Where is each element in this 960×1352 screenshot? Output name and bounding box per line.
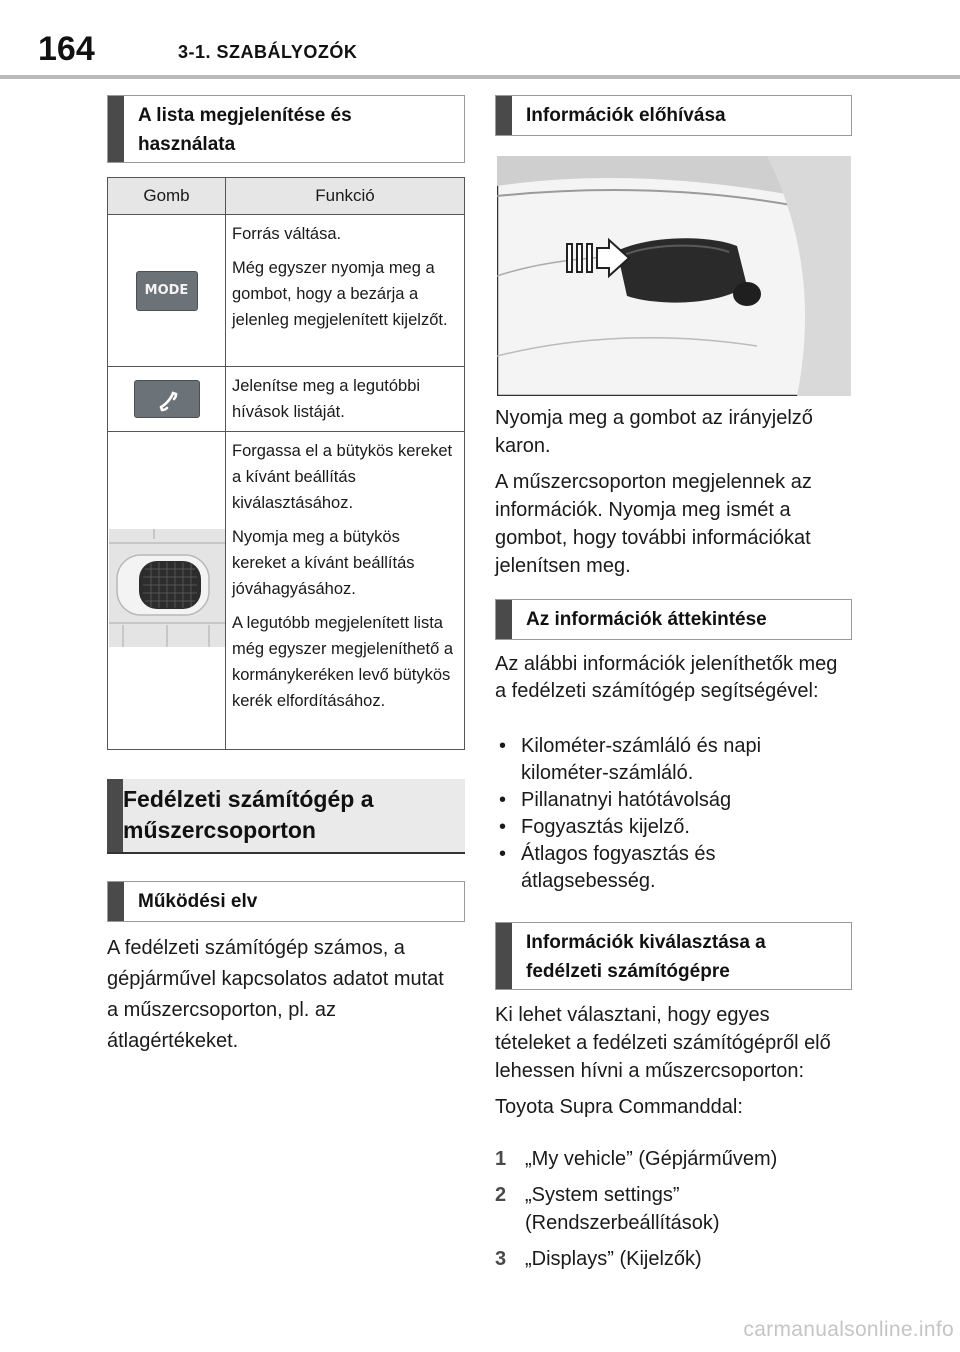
recall-text-2: A műszercsoporton megjelennek az információk. Nyomja meg ismét a gombot, hogy további információkat jelenítsen meg. (495, 471, 812, 577)
watermark: carmanualsonline.info (743, 1318, 954, 1341)
section-onboard-computer (107, 779, 465, 854)
section-title: Információk kiválasztása a fedélzeti számítógépre (526, 932, 766, 982)
recall-text-1: Nyomja meg a gombot az irányjelző karon. (495, 407, 813, 457)
page-number: 164 (38, 30, 95, 68)
phone-handset-icon (135, 381, 201, 419)
section-bar (108, 96, 124, 162)
step-item (495, 1145, 847, 1173)
section-title: Fedélzeti számítógép a műszercsoporton (123, 786, 374, 843)
step-text: „Displays” (Kijelzők) (525, 1248, 702, 1270)
section-info-select (495, 922, 852, 990)
function-text: Jelenítse meg a legutóbbi hívások listáját. (232, 377, 421, 421)
function-cell (226, 215, 465, 367)
key-image-cell (108, 432, 226, 750)
section-bar (496, 923, 512, 989)
step-number: 2 (495, 1184, 507, 1206)
steps-list (495, 1145, 847, 1281)
list-item: • Kilométer-számláló és napi kilométer-számláló. (495, 733, 847, 787)
section-info-recall (495, 95, 852, 136)
section-bar (496, 96, 512, 135)
list-item: • Átlagos fogyasztás és átlagsebesség. (495, 841, 847, 895)
principle-text: A fedélzeti számítógép számos, a gépjárművel kapcsolatos adatot mutat a műszercsoporton, pl. az átlagértékeket. (107, 937, 444, 1052)
function-text: Még egyszer nyomja meg a gombot, hogy a bezárja a jelenleg megjelenített kijelzőt. (232, 259, 448, 329)
overview-intro-text: Az alábbi információk jeleníthetők meg a fedélzeti számítógép segítségével: (495, 653, 838, 702)
list-item: • Fogyasztás kijelző. (495, 814, 847, 841)
function-text: Nyomja meg a bütykös kereket a kívánt beállítás jóváhagyásához. (232, 528, 415, 598)
table-row (108, 367, 465, 432)
list-item: • Pillanatnyi hatótávolság (495, 787, 847, 814)
mode-key-icon: MODE (136, 271, 198, 311)
section-list-usage (107, 95, 465, 163)
overview-list (495, 733, 847, 895)
principle-paragraph (107, 933, 457, 1065)
header-rule (0, 75, 960, 79)
chapter-title: 3-1. SZABÁLYOZÓK (178, 42, 358, 62)
overview-intro (495, 651, 847, 705)
key-image-cell (108, 367, 226, 432)
section-title: Működési elv (138, 891, 258, 912)
table-header-row (108, 178, 465, 215)
controller-knob-icon (109, 529, 225, 647)
function-cell (226, 367, 465, 432)
col-header-function: Funkció (226, 178, 465, 215)
step-text: „My vehicle” (Gépjárművem) (525, 1148, 778, 1170)
key-image-cell (108, 215, 226, 367)
phone-key-icon (134, 380, 200, 418)
section-title: Az információk áttekintése (526, 609, 767, 630)
recall-paragraphs (495, 404, 847, 588)
step-item (495, 1245, 847, 1273)
function-text: Forgassa el a bütykös kereket a kívánt beállítás kiválasztásához. (232, 442, 453, 512)
section-bar (496, 600, 512, 639)
table-row (108, 215, 465, 367)
section-title: Információk előhívása (526, 105, 726, 126)
section-title: A lista megjelenítése és használata (138, 105, 352, 155)
col-header-button: Gomb (108, 178, 226, 215)
select-text-1: Ki lehet választani, hogy egyes tételeket a fedélzeti számítógépről elő lehessen hívni a műszercsoporton: (495, 1004, 831, 1082)
step-item (495, 1181, 847, 1237)
section-info-overview (495, 599, 852, 640)
function-text: Forrás váltása. (232, 225, 342, 243)
step-number: 3 (495, 1248, 507, 1270)
table-row (108, 432, 465, 750)
step-text: „System settings” (Rendszerbeállítások) (525, 1184, 720, 1234)
turn-signal-lever-illustration (497, 156, 851, 396)
section-principle (107, 881, 465, 922)
button-function-table (107, 177, 465, 750)
function-cell (226, 432, 465, 750)
select-paragraphs (495, 1001, 847, 1129)
section-bar (108, 882, 124, 921)
select-text-2: Toyota Supra Commanddal: (495, 1096, 743, 1118)
section-bar (107, 779, 123, 852)
function-text: A legutóbb megjelenített lista még egyszer megjeleníthető a kormánykeréken levő bütykös kerék elfordításához. (232, 614, 454, 710)
step-number: 1 (495, 1148, 507, 1170)
